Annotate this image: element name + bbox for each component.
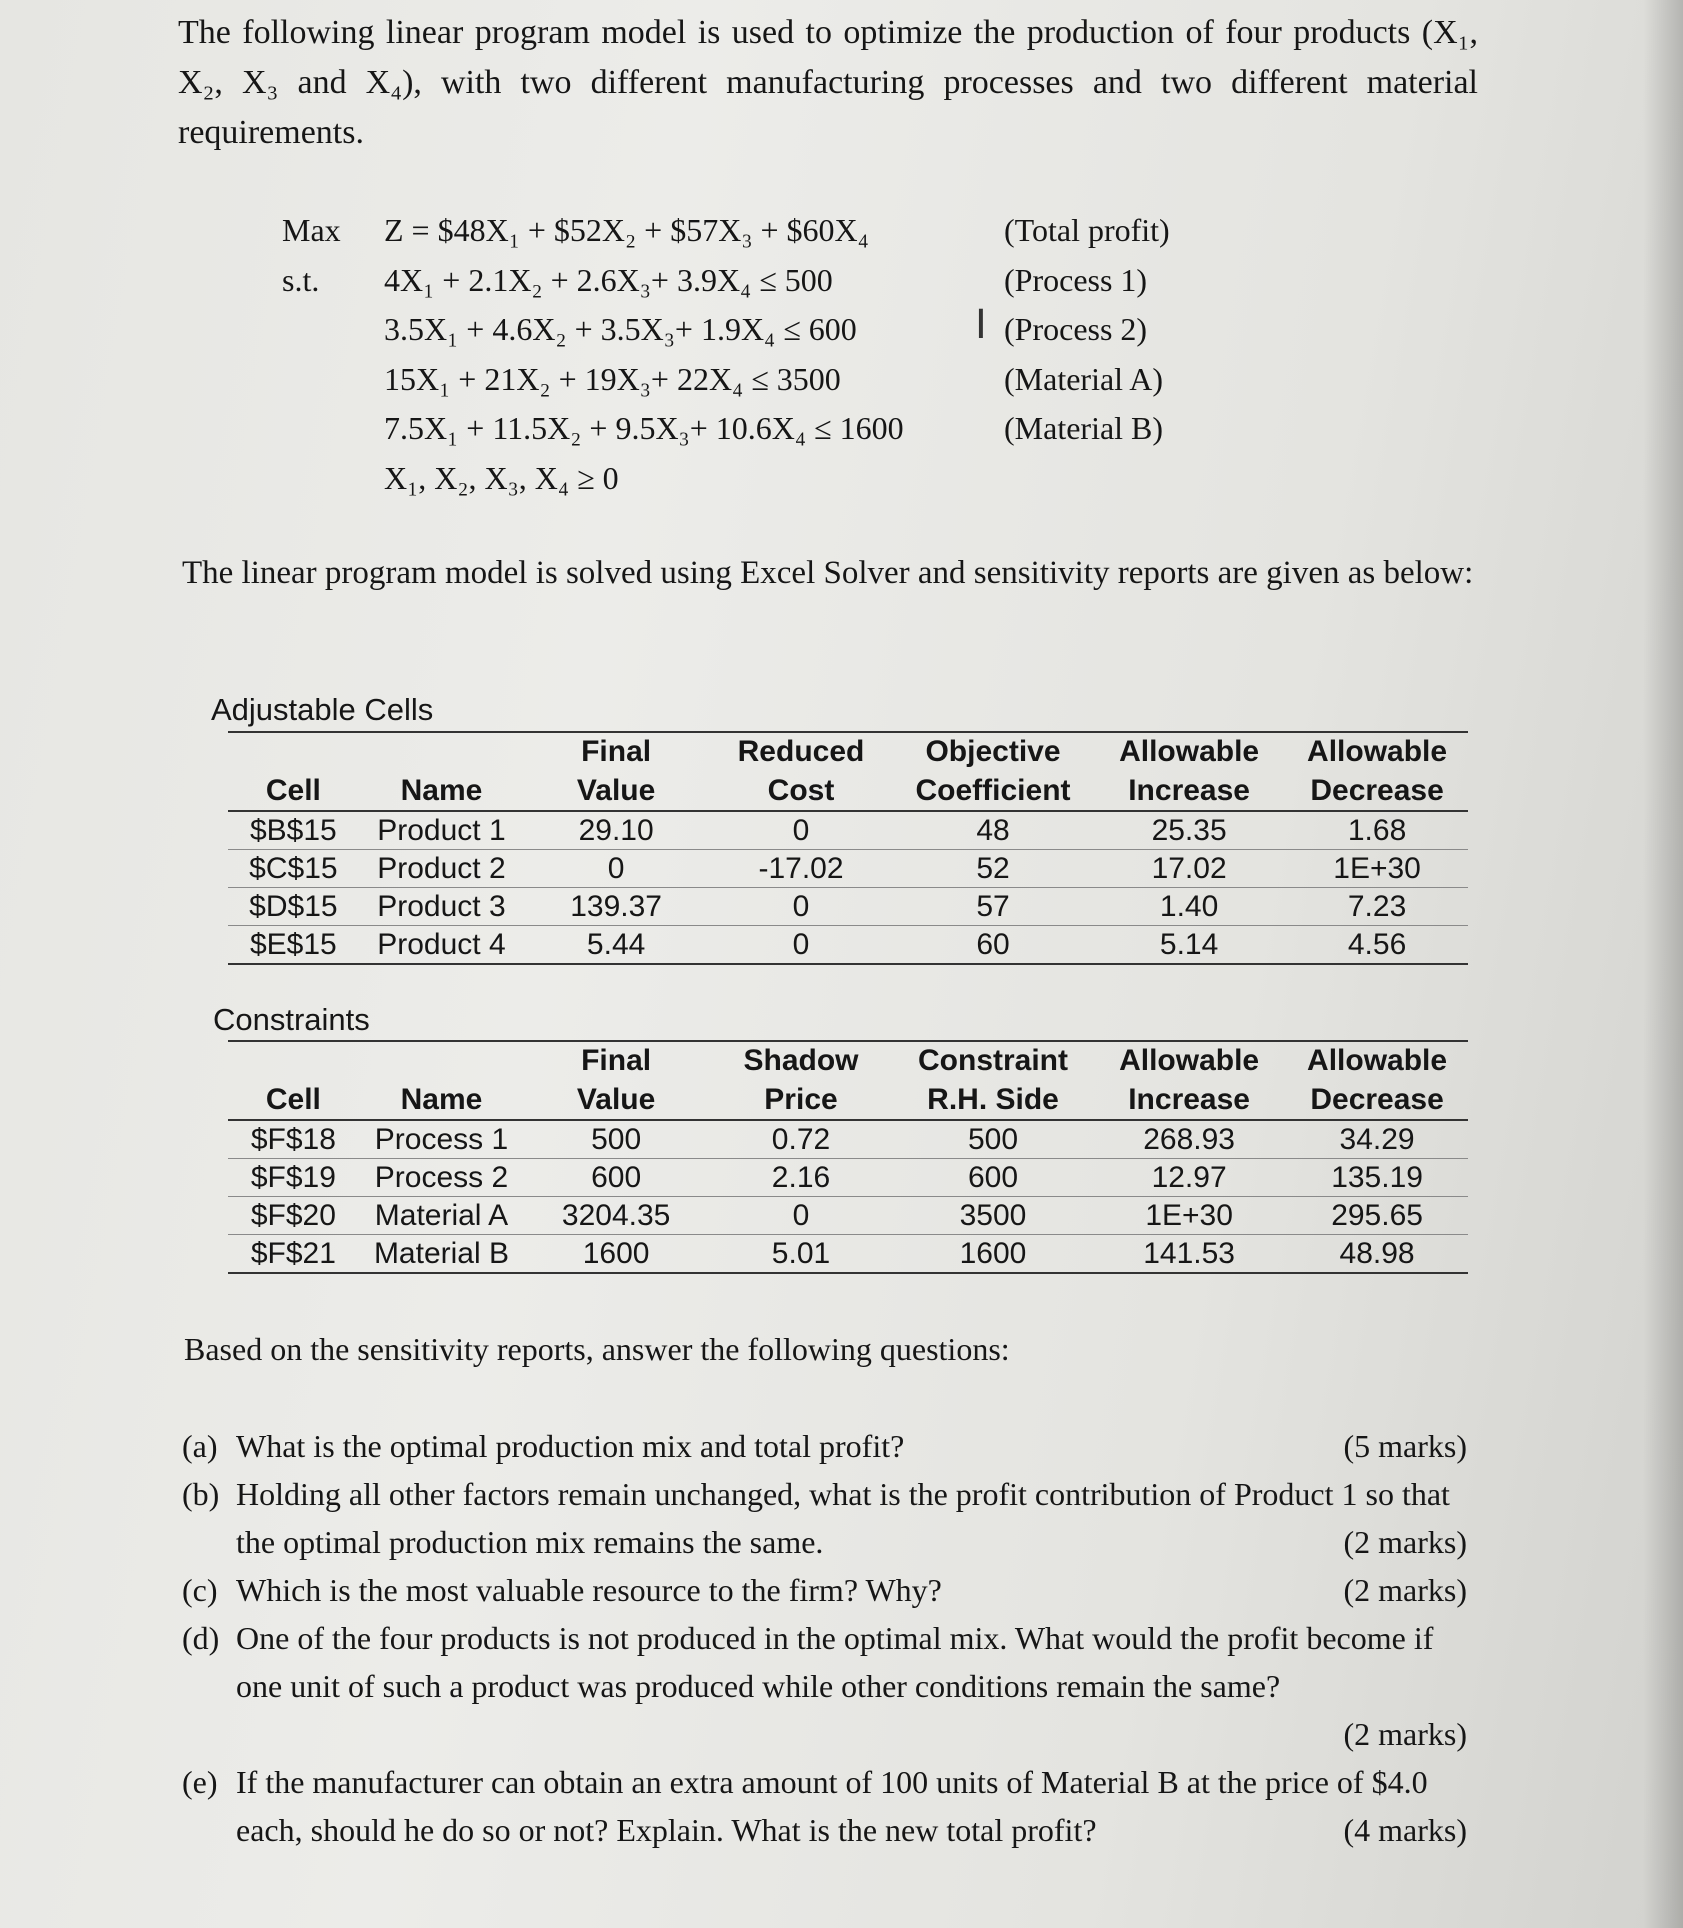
question-marks: (2 marks) [1343,1524,1467,1560]
table-cell: 52 [894,850,1092,888]
table-cell: -17.02 [708,850,894,888]
table-cell: 600 [524,1159,708,1197]
table-cell: 295.65 [1286,1197,1468,1235]
table-cell: 12.97 [1092,1159,1286,1197]
model-row [282,404,1264,454]
table-cell: 0 [708,926,894,965]
model-label [282,404,384,454]
adjustable-cells-table [228,731,1468,965]
question-body [236,1758,1467,1854]
header-cell: Coefficient [894,772,1092,812]
table-cell: 4.56 [1286,926,1468,965]
model-row [282,206,1264,256]
model-comment: (Process 1) [1004,261,1148,298]
table-cell: 0.72 [708,1120,894,1159]
header-cell: Cost [708,772,894,812]
question-body [236,1470,1467,1566]
header-cell: Allowable [1286,732,1468,772]
question-item [182,1422,1467,1470]
question-letter: (d) [182,1620,220,1656]
table-row [228,1159,1468,1197]
table-cell: 1E+30 [1286,850,1468,888]
table-cell: 48.98 [1286,1235,1468,1274]
header-cell: Reduced [708,732,894,772]
question-text: Holding all other factors remain unchanged, what is the profit contribution of Product 1 so that the optimal production mix remains the same. [236,1476,1450,1560]
table-cell: 1.68 [1286,811,1468,850]
table-header-row [228,1041,1468,1081]
header-cell: Value [524,772,708,812]
header-cell: Allowable [1092,732,1286,772]
table-cell: 3500 [894,1197,1092,1235]
table-cell: 29.10 [524,811,708,850]
table-cell: 1600 [894,1235,1092,1274]
question-letter: (a) [182,1428,218,1464]
constraint-material-a: 15X₁ + 21X₂ + 19X₃+ 22X₄ ≤ 3500 [384,360,841,397]
table-cell: 1E+30 [1092,1197,1286,1235]
model-row [282,355,1264,405]
header-cell: Final [524,732,708,772]
questions-intro: Based on the sensitivity reports, answer the following questions: [184,1331,1010,1367]
header-cell: R.H. Side [894,1081,1092,1121]
table-header-row [228,1081,1468,1121]
question-text: If the manufacturer can obtain an extra amount of 100 units of Material B at the price of $4.0 each, should he do so or not? Explain. What is the new total profit? [236,1764,1428,1848]
table-cell: 2.16 [708,1159,894,1197]
table-cell: 5.14 [1092,926,1286,965]
question-item [182,1758,1467,1854]
table-cell: 17.02 [1092,850,1286,888]
question-text: Which is the most valuable resource to the firm? Why? [236,1572,942,1608]
model-comment: (Process 2) [1004,311,1148,347]
table-cell: $C$15 [228,850,359,888]
table-cell: 60 [894,926,1092,965]
constraint-process-2: 3.5X₁ + 4.6X₂ + 3.5X₃+ 1.9X₄ ≤ 600 [384,311,857,347]
table-cell: 7.23 [1286,888,1468,926]
table-cell: 3204.35 [524,1197,708,1235]
table-cell: 0 [524,850,708,888]
question-letter: (e) [182,1764,218,1800]
header-cell: Name [359,772,524,812]
table-cell: Material A [359,1197,524,1235]
header-cell: Cell [228,1081,359,1121]
table-cell: Product 2 [359,850,524,888]
model-comment: (Material A) [1004,360,1164,397]
header-cell: Objective [894,732,1092,772]
header-cell: Price [708,1081,894,1121]
table-cell: $D$15 [228,888,359,926]
table-cell: 139.37 [524,888,708,926]
adjustable-cells-title: Adjustable Cells [211,692,434,727]
table-cell: 25.35 [1092,811,1286,850]
question-body [236,1422,1467,1470]
table-cell: 500 [524,1120,708,1159]
table-cell: 5.01 [708,1235,894,1274]
header-cell: Shadow [708,1041,894,1081]
header-cell: Increase [1092,772,1286,812]
table-row [228,1235,1468,1274]
table-row [228,1120,1468,1159]
table-row [228,811,1468,850]
model-row [282,454,1264,504]
constraint-process-1: 4X₁ + 2.1X₂ + 2.6X₃+ 3.9X₄ ≤ 500 [384,261,833,298]
header-cell: Name [359,1081,524,1121]
table-cell: $F$18 [228,1120,359,1159]
question-letter: (c) [182,1572,218,1608]
model-label [282,454,384,504]
question-item [182,1614,1467,1758]
table-cell: Process 1 [359,1120,524,1159]
header-cell: Value [524,1081,708,1121]
table-cell: Product 3 [359,888,524,926]
table-cell: 0 [708,1197,894,1235]
question-marks: (2 marks) [1343,1716,1467,1752]
intro-paragraph [178,8,1478,158]
table-cell: 57 [894,888,1092,926]
question-item [182,1566,1467,1614]
header-cell: Constraint [894,1041,1092,1081]
objective-function: Z = $48X₁ + $52X₂ + $57X₃ + $60X₄ [384,212,869,248]
table-cell: 1.40 [1092,888,1286,926]
model-label: s.t. [282,261,320,298]
questions-list [182,1422,1467,1854]
table-cell: 34.29 [1286,1120,1468,1159]
header-cell: Final [524,1041,708,1081]
model-comment [1004,454,1264,504]
model-row [282,302,1264,355]
constraint-material-b: 7.5X₁ + 11.5X₂ + 9.5X₃+ 10.6X₄ ≤ 1600 [384,410,904,446]
header-cell [359,1041,524,1081]
intro-text: The following linear program model is used to optimize the production of four products (X₁, X₂, X₃ and X₄), with two different manufacturing processes and two different material requirements. [178,14,1478,151]
constraints-title: Constraints [213,1002,370,1037]
table-row [228,1197,1468,1235]
table-cell: 135.19 [1286,1159,1468,1197]
table-cell: 500 [894,1120,1092,1159]
table-header-row [228,732,1468,772]
table-cell: 268.93 [1092,1120,1286,1159]
header-cell: Decrease [1286,1081,1468,1121]
solver-intro: The linear program model is solved using Excel Solver and sensitivity reports are given as below: [182,555,1474,591]
table-cell: 5.44 [524,926,708,965]
header-cell [228,732,359,772]
table-cell: 0 [708,811,894,850]
header-cell [228,1041,359,1081]
table-cell: 1600 [524,1235,708,1274]
table-cell: 0 [708,888,894,926]
header-cell: Cell [228,772,359,812]
table-cell: Product 1 [359,811,524,850]
table-cell: $F$19 [228,1159,359,1197]
model-comment: (Total profit) [1004,212,1170,248]
table-cell: 600 [894,1159,1092,1197]
question-body [236,1566,1467,1614]
table-row [228,888,1468,926]
question-body [236,1614,1467,1758]
question-marks: (4 marks) [1343,1812,1467,1848]
constraints-table [228,1040,1468,1274]
table-cell: $B$15 [228,811,359,850]
model-comment: (Material B) [1004,410,1164,446]
table-cell: $F$21 [228,1235,359,1274]
table-cell: 141.53 [1092,1235,1286,1274]
question-text: One of the four products is not produced in the optimal mix. What would the profit become if one unit of such a product was produced while other conditions remain the same? [236,1620,1434,1704]
table-header-row [228,772,1468,812]
table-cell: $F$20 [228,1197,359,1235]
non-negativity-constraint: X₁, X₂, X₃, X₄ ≥ 0 [384,459,619,496]
header-cell: Increase [1092,1081,1286,1121]
table-cell: 48 [894,811,1092,850]
table-cell: Product 4 [359,926,524,965]
question-letter: (b) [182,1476,220,1512]
model-label [282,305,384,355]
model-row [282,256,1264,306]
question-text: What is the optimal production mix and total profit? [236,1428,905,1464]
header-cell: Allowable [1286,1041,1468,1081]
question-item [182,1470,1467,1566]
header-cell: Allowable [1092,1041,1286,1081]
header-cell: Decrease [1286,772,1468,812]
table-cell: $E$15 [228,926,359,965]
text-cursor-icon: I [975,302,987,348]
model-label: Max [282,212,341,248]
question-marks: (5 marks) [1343,1428,1467,1464]
table-row [228,850,1468,888]
page-edge-shadow [1643,0,1683,1928]
table-cell: Material B [359,1235,524,1274]
question-marks: (2 marks) [1343,1572,1467,1608]
lp-model [282,206,1264,503]
model-label [282,355,384,405]
table-cell: Process 2 [359,1159,524,1197]
table-row [228,926,1468,965]
header-cell [359,732,524,772]
